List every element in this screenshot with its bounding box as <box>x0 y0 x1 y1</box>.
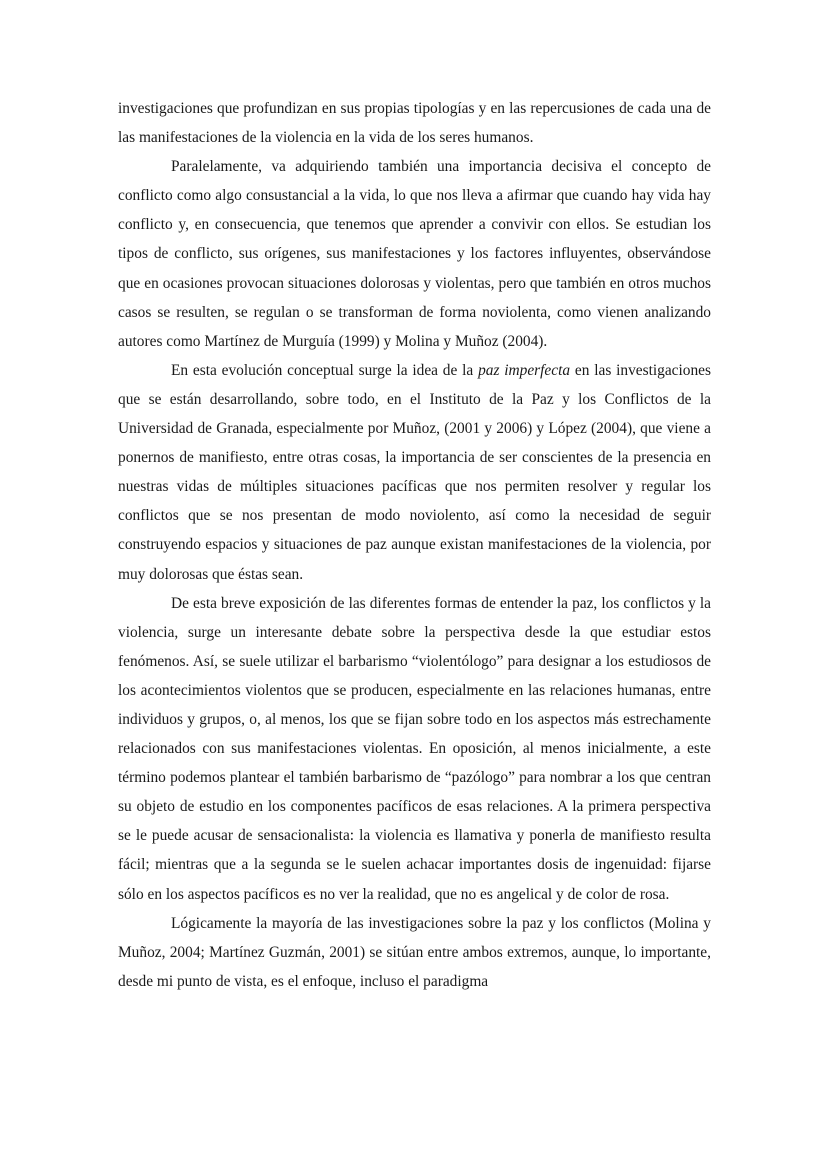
paragraph-text: De esta breve exposición de las diferentes formas de entender la paz, los conflictos y la violencia, surge un interesante debate sobre la perspectiva desde la que estudiar estos fenómenos. Así, se suele utilizar el barbarismo “violentólogo” para designar a los estudiosos de los acontecimientos violentos que se producen, especialmente en las relaciones humanas, entre individuos y grupos, o, al menos, los que se fijan sobre todo en los aspectos más estrechamente relacionados con sus manifestaciones violentas. En oposición, al menos inicialmente, a este término podemos plantear el también barbarismo de “pazólogo” para nombrar a los que centran su objeto de estudio en los componentes pacíficos de esas relaciones. A la primera perspectiva se le puede acusar de sensacionalista: la violencia es llamativa y ponerla de manifiesto resulta fácil; mientras que a la segunda se le suelen achacar importantes dosis de ingenuidad: fijarse sólo en los aspectos pacíficos es no ver la realidad, que no es angelical y de color de rosa. <box>118 594 711 903</box>
paragraph-text: En esta evolución conceptual surge la idea de la <box>171 361 479 379</box>
paragraph-4 <box>118 589 711 909</box>
paragraph-1 <box>118 94 711 152</box>
document-body <box>118 94 711 996</box>
paragraph-2 <box>118 152 711 356</box>
paragraph-5 <box>118 909 711 996</box>
paragraph-text: investigaciones que profundizan en sus propias tipologías y en las repercusiones de cada una de las manifestaciones de la violencia en la vida de los seres humanos. <box>118 100 711 147</box>
paragraph-text: Paralelamente, va adquiriendo también una importancia decisiva el concepto de conflicto como algo consustancial a la vida, lo que nos lleva a afirmar que cuando hay vida hay conflicto y, en consecuencia, que tenemos que aprender a convivir con ellos. Se estudian los tipos de conflicto, sus orígenes, sus manifestaciones y los factores influyentes, observándose que en ocasiones provocan situaciones dolorosas y violentas, pero que también en otros muchos casos se resulten, se regulan o se transforman de forma noviolenta, como vienen analizando autores como Martínez de Murguía (1999) y Molina y Muñoz (2004). <box>118 158 711 350</box>
paragraph-3 <box>118 356 711 589</box>
paragraph-text: en las investigaciones que se están desarrollando, sobre todo, en el Instituto de la Paz y los Conflictos de la Universidad de Granada, especialmente por Muñoz, (2001 y 2006) y López (2004), que viene a ponernos de manifiesto, entre otras cosas, la importancia de ser conscientes de la presencia en nuestras vidas de múltiples situaciones pacíficas que nos permiten resolver y regular los conflictos que se nos presentan de modo noviolento, así como la necesidad de seguir construyendo espacios y situaciones de paz aunque existan manifestaciones de la violencia, por muy dolorosas que éstas sean. <box>118 361 712 583</box>
paragraph-text: Lógicamente la mayoría de las investigaciones sobre la paz y los conflictos (Molina y Muñoz, 2004; Martínez Guzmán, 2001) se sitúan entre ambos extremos, aunque, lo importante, desde mi punto de vista, es el enfoque, incluso el paradigma <box>118 914 711 990</box>
italic-term: paz imperfecta <box>478 361 571 379</box>
